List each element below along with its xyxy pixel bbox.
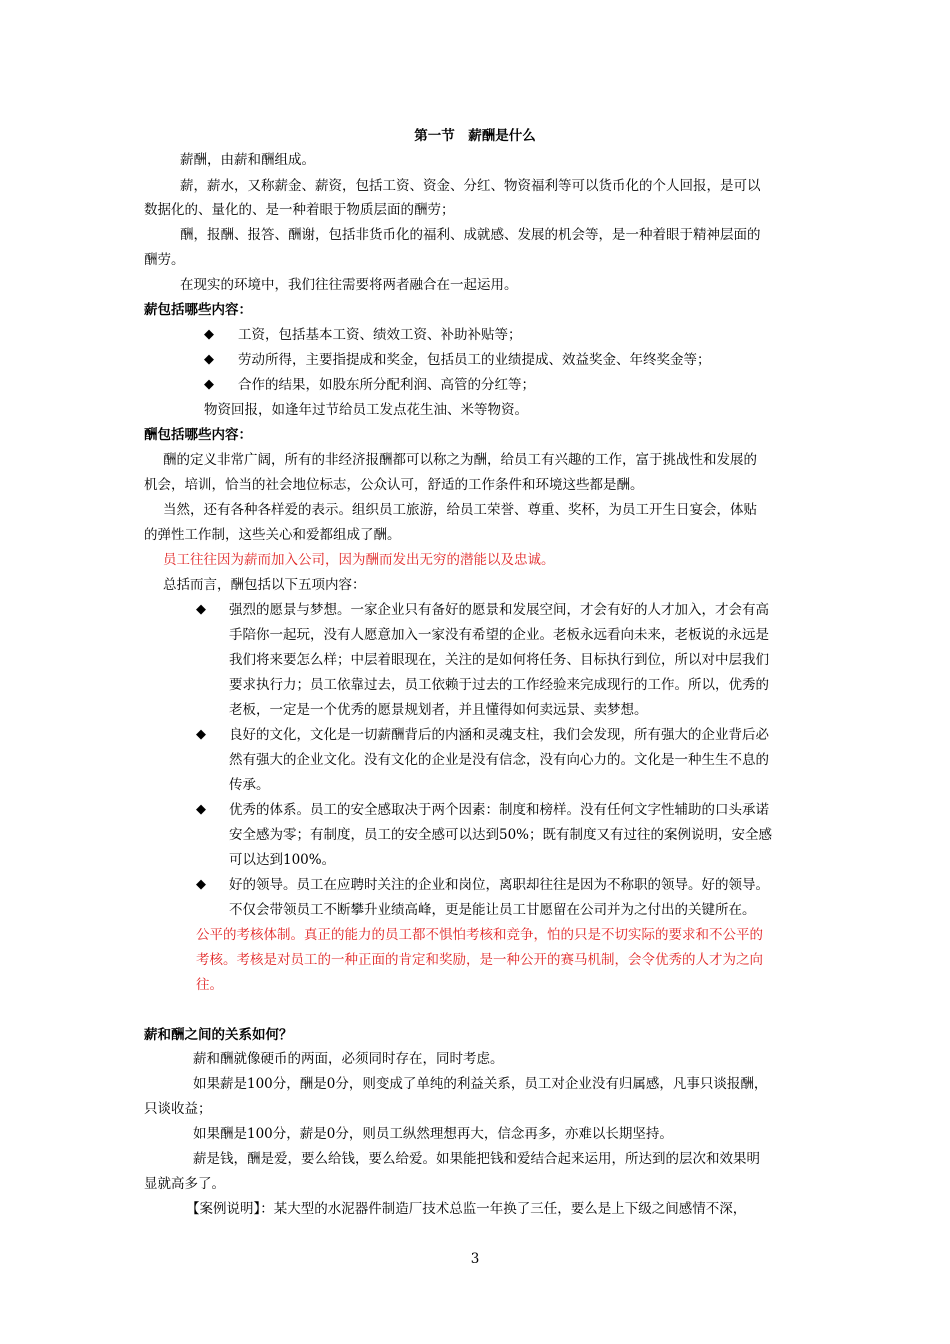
list-item-line: 传承。	[229, 777, 270, 793]
list-item-line: 好的领导。员工在应聘时关注的企业和岗位，离职却往往是因为不称职的领导。好的领导。	[229, 877, 769, 893]
diamond-bullet-icon: ◆	[204, 377, 214, 392]
paragraph-line: 在现实的环境中，我们往往需要将两者融合在一起运用。	[180, 277, 518, 293]
paragraph-line: 的弹性工作制，这些关心和爱都组成了酬。	[144, 527, 401, 543]
list-item-line: 不仅会带领员工不断攀升业绩高峰，更是能让员工甘愿留在公司并为之付出的关键所在。	[229, 902, 756, 918]
diamond-bullet-icon: ◆	[196, 877, 206, 892]
list-item-line: 安全感为零；有制度，员工的安全感可以达到50%；既有制度又有过往的案例说明，安全感	[229, 827, 773, 843]
paragraph-line: 如果酬是100分，薪是0分，则员工纵然理想再大，信念再多，亦难以长期坚持。	[193, 1126, 673, 1142]
paragraph-line: 数据化的、量化的、是一种着眼于物质层面的酬劳；	[144, 202, 455, 218]
list-item-line: 要求执行力；员工依靠过去，员工依赖于过去的工作经验来完成现行的工作。所以，优秀的	[229, 677, 769, 693]
paragraph-line: 总括而言，酬包括以下五项内容：	[163, 577, 366, 593]
list-item-line: 良好的文化，文化是一切薪酬背后的内涵和灵魂支柱，我们会发现，所有强大的企业背后必	[229, 727, 769, 743]
chou-heading: 酬包括哪些内容：	[144, 427, 252, 443]
paragraph-line: 只谈收益；	[144, 1101, 212, 1117]
diamond-bullet-icon: ◆	[196, 802, 206, 817]
list-item-line: 老板，一定是一个优秀的愿景规划者，并且懂得如何卖远景、卖梦想。	[229, 702, 648, 718]
paragraph-line: 酬的定义非常广阔，所有的非经济报酬都可以称之为酬，给员工有兴趣的工作，富于挑战性和发展的	[163, 452, 757, 468]
paragraph-line: 当然，还有各种各样爱的表示。组织员工旅游，给员工荣誉、尊重、奖杯，为员工开生日宴会，体贴	[163, 502, 757, 518]
section-title: 第一节 薪酬是什么	[414, 128, 536, 144]
diamond-bullet-icon: ◆	[204, 352, 214, 367]
list-item-line: 强烈的愿景与梦想。一家企业只有备好的愿景和发展空间，才会有好的人才加入，才会有高	[229, 602, 769, 618]
paragraph-line: 薪是钱，酬是爱，要么给钱，要么给爱。如果能把钱和爱结合起来运用，所达到的层次和效果明	[193, 1151, 760, 1167]
list-item: 物资回报，如逢年过节给员工发点花生油、米等物资。	[204, 402, 528, 418]
paragraph-line: 酬劳。	[144, 252, 185, 268]
highlight-line: 考核。考核是对员工的一种正面的肯定和奖励，是一种公开的赛马机制，会令优秀的人才为之向	[196, 952, 763, 968]
paragraph-line: 机会，培训，恰当的社会地位标志，公众认可，舒适的工作条件和环境这些都是酬。	[144, 477, 644, 493]
list-item-line: 我们将来要怎么样；中层着眼现在，关注的是如何将任务、目标执行到位，所以对中层我们	[229, 652, 769, 668]
list-item: 合作的结果，如股东所分配利润、高管的分红等；	[238, 377, 535, 393]
paragraph-line: 薪，薪水，又称薪金、薪资，包括工资、资金、分红、物资福利等可以货币化的个人回报，是可以	[180, 178, 761, 194]
highlight-line: 往。	[196, 977, 223, 993]
list-item-line: 手陪你一起玩，没有人愿意加入一家没有希望的企业。老板永远看向未来，老板说的永远是	[229, 627, 769, 643]
list-item-line: 然有强大的企业文化。没有文化的企业是没有信念，没有向心力的。文化是一种生生不息的	[229, 752, 769, 768]
paragraph-line: 酬，报酬、报答、酬谢，包括非货币化的福利、成就感、发展的机会等，是一种着眼于精神层面的	[180, 227, 761, 243]
paragraph-line: 显就高多了。	[144, 1176, 225, 1192]
highlight-line: 员工往往因为薪而加入公司，因为酬而发出无穷的潜能以及忠诚。	[163, 552, 555, 568]
page-number: 3	[470, 1251, 480, 1267]
paragraph-line: 【案例说明】：某大型的水泥器件制造厂技术总监一年换了三任，要么是上下级之间感情不深，	[186, 1201, 747, 1217]
list-item: 工资，包括基本工资、绩效工资、补助补贴等；	[238, 327, 522, 343]
diamond-bullet-icon: ◆	[196, 602, 206, 617]
relation-heading: 薪和酬之间的关系如何？	[144, 1027, 293, 1043]
list-item-line: 可以达到100%。	[229, 852, 336, 868]
diamond-bullet-icon: ◆	[204, 327, 214, 342]
paragraph-line: 如果薪是100分，酬是0分，则变成了单纯的利益关系，员工对企业没有归属感，凡事只谈报酬，	[193, 1076, 768, 1092]
list-item-line: 优秀的体系。员工的安全感取决于两个因素：制度和榜样。没有任何文字性辅助的口头承诺	[229, 802, 769, 818]
xin-heading: 薪包括哪些内容：	[144, 302, 252, 318]
paragraph-line: 薪和酬就像硬币的两面，必须同时存在，同时考虑。	[193, 1051, 504, 1067]
diamond-bullet-icon: ◆	[196, 727, 206, 742]
highlight-line: 公平的考核体制。真正的能力的员工都不惧怕考核和竞争，怕的只是不切实际的要求和不公平的	[196, 927, 763, 943]
paragraph-line: 薪酬，由薪和酬组成。	[180, 152, 315, 168]
list-item: 劳动所得，主要指提成和奖金，包括员工的业绩提成、效益奖金、年终奖金等；	[238, 352, 711, 368]
